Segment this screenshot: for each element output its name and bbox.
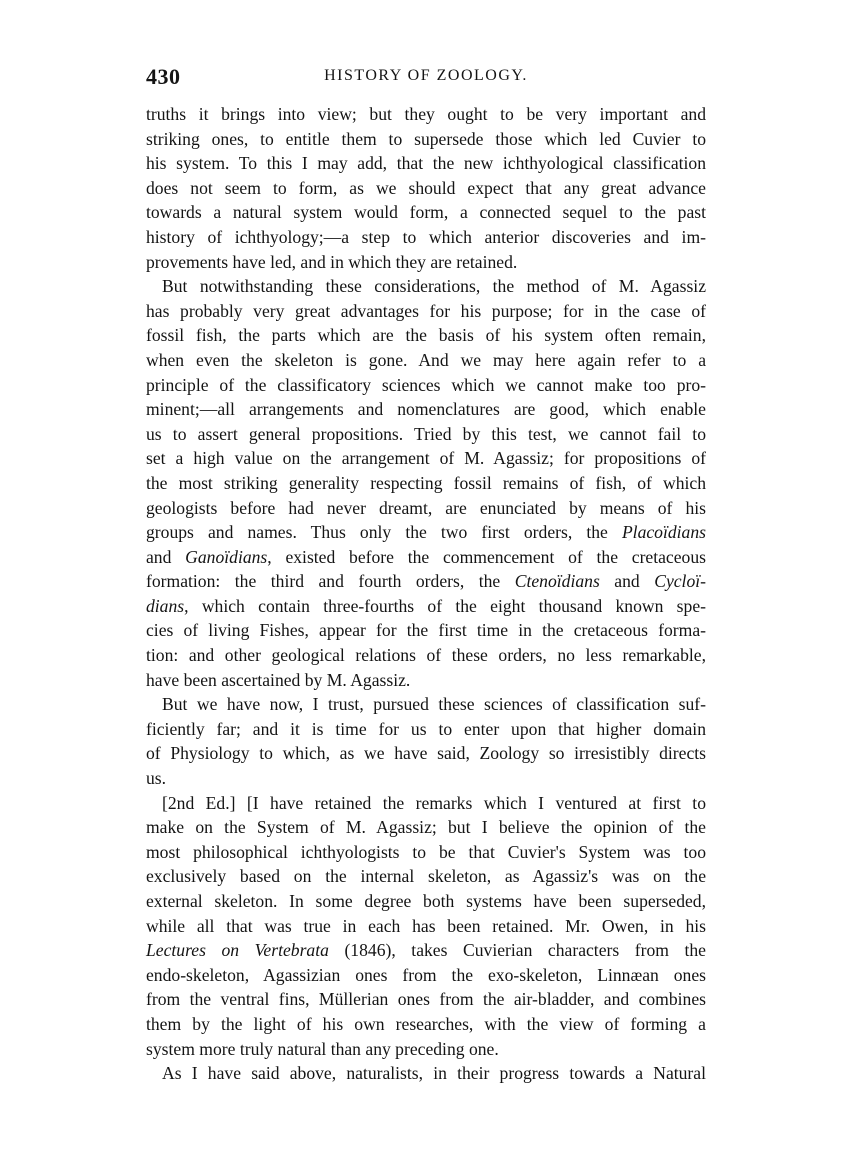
text-line: But notwithstanding these considerations, the method of M. Agassiz — [162, 276, 706, 297]
text-line: most philosophical ichthyologists to be that Cuvier's System was too — [146, 841, 706, 862]
text-line: system more truly natural than any preceding one. — [146, 1038, 499, 1059]
text-line: us to assert general propositions. Tried by this test, we cannot fail to — [146, 423, 706, 444]
text-line: [2nd Ed.] [I have retained the remarks which I ventured at first to — [162, 792, 706, 813]
text-line: exclusively based on the internal skeleton, as Agassiz's was on the — [146, 866, 706, 887]
text-line: ficiently far; and it is time for us to enter upon that higher domain — [146, 718, 706, 739]
text-line: groups and names. Thus only the two first orders, the Placoïdians — [146, 522, 706, 543]
text-line: dians, which contain three-fourths of the eight thousand known spe- — [146, 595, 706, 616]
text-line: and Ganoïdians, existed before the commencement of the cretaceous — [146, 546, 706, 567]
body-text — [146, 102, 706, 1086]
text-line: his system. To this I may add, that the new ichthyological classification — [146, 153, 706, 174]
text-line: the most striking generality respecting fossil remains of fish, of which — [146, 472, 706, 493]
text-line: while all that was true in each has been retained. Mr. Owen, in his — [146, 915, 706, 936]
text-line: minent;—all arrangements and nomenclatures are good, which enable — [146, 399, 706, 420]
text-line: towards a natural system would form, a connected sequel to the past — [146, 202, 706, 223]
page-number: 430 — [146, 64, 181, 89]
paragraph — [146, 102, 706, 274]
text-line: fossil fish, the parts which are the basis of his system often remain, — [146, 325, 706, 346]
text-line: does not seem to form, as we should expect that any great advance — [146, 177, 706, 198]
paragraph — [146, 692, 706, 790]
text-line: external skeleton. In some degree both systems have been superseded, — [146, 891, 706, 911]
text-line: history of ichthyology;—a step to which anterior discoveries and im- — [146, 226, 706, 247]
text-line: formation: the third and fourth orders, the Ctenoïdians and Cycloï- — [146, 571, 706, 592]
running-head — [146, 64, 706, 90]
text-line: them by the light of his own researches, with the view of forming a — [146, 1013, 706, 1034]
text-line: cies of living Fishes, appear for the first time in the cretaceous forma- — [146, 620, 706, 641]
text-line: As I have said above, naturalists, in their progress towards a Natural — [162, 1063, 706, 1084]
text-line: endo-skeleton, Agassizian ones from the exo-skeleton, Linnæan ones — [146, 964, 706, 985]
text-line: Lectures on Vertebrata (1846), takes Cuvierian characters from the — [146, 940, 706, 961]
text-line: geologists before had never dreamt, are enunciated by means of his — [146, 497, 706, 518]
paragraph — [146, 791, 706, 1062]
text-line: make on the System of M. Agassiz; but I believe the opinion of the — [146, 817, 706, 838]
paragraph — [146, 1061, 706, 1086]
running-title: HISTORY OF ZOOLOGY. — [324, 67, 528, 84]
text-line: principle of the classificatory sciences which we cannot make too pro- — [146, 374, 706, 395]
text-line: of Physiology to which, as we have said, Zoology so irresistibly directs — [146, 743, 706, 764]
text-line: has probably very great advantages for his purpose; for in the case of — [146, 300, 706, 321]
text-line: set a high value on the arrangement of M. Agassiz; for propositions of — [146, 448, 706, 469]
text-line: when even the skeleton is gone. And we may here again refer to a — [146, 349, 706, 370]
paragraph — [146, 274, 706, 692]
text-line: truths it brings into view; but they ought to be very important and — [146, 104, 706, 124]
text-line: But we have now, I trust, pursued these sciences of classification suf- — [162, 694, 706, 715]
text-line: us. — [146, 768, 167, 789]
text-line: from the ventral fins, Müllerian ones from the air-bladder, and combines — [146, 989, 706, 1010]
text-line: tion: and other geological relations of these orders, no less remarkable, — [146, 645, 706, 666]
text-line: have been ascertained by M. Agassiz. — [146, 669, 411, 690]
text-line: striking ones, to entitle them to supersede those which led Cuvier to — [146, 128, 706, 149]
text-line: provements have led, and in which they are retained. — [146, 251, 518, 272]
